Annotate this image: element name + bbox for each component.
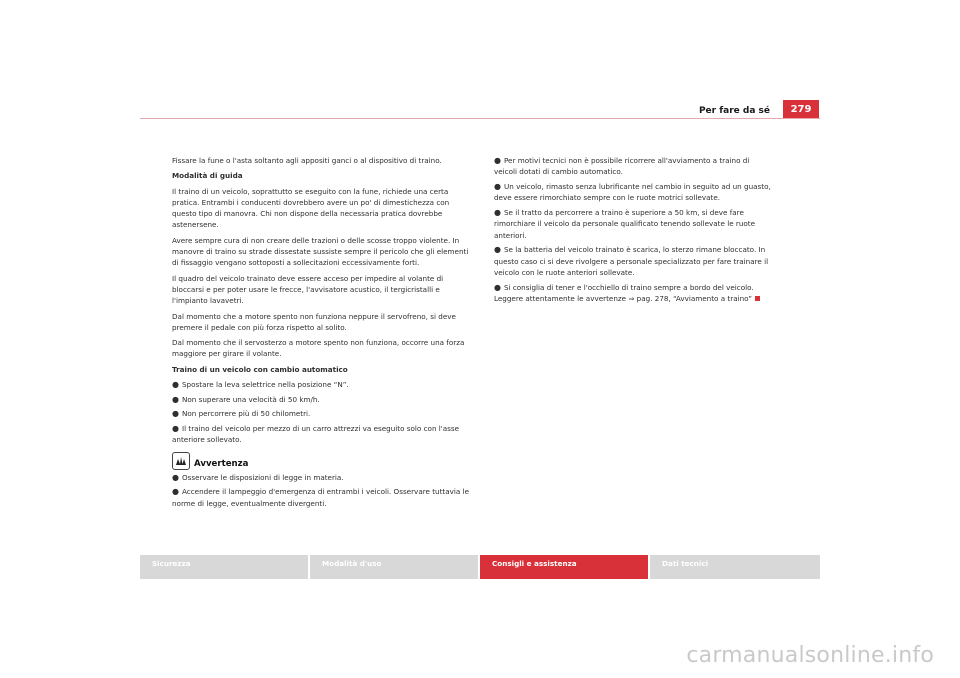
bullet-icon: ● bbox=[494, 207, 501, 217]
warning-title: Avvertenza bbox=[194, 458, 249, 469]
paragraph: Dal momento che il servosterzo a motore spento non funziona, occorre una forza maggiore per girare il volante. bbox=[172, 338, 465, 359]
warning-header bbox=[172, 452, 470, 470]
right-column bbox=[494, 155, 774, 308]
paragraph: Il quadro del veicolo trainato deve essere acceso per impedire al volante di bloccarsi e per poter usare le frecce, l'avvisatore acustico, il tergicristalli e l'impianto lavavetri. bbox=[172, 273, 444, 306]
paragraph: Il traino di un veicolo, soprattutto se eseguito con la fune, richiede una certa pratica. Entrambi i conducenti dovrebbero avere un po' di dimestichezza con questo tipo di manovra. Chi non dispone della necessaria pratica dovrebbe astenersene. bbox=[172, 186, 450, 230]
bullet-icon: ● bbox=[172, 394, 179, 404]
bullet-icon: ● bbox=[172, 487, 179, 497]
bullet-icon: ● bbox=[494, 181, 501, 191]
paragraph: Dal momento che a motore spento non funziona neppure il servofreno, si deve premere il pedale con più forza rispetto al solito. bbox=[172, 311, 456, 332]
list-item: ● Se il tratto da percorrere a traino è superiore a 50 km, si deve fare rimorchiare il veicolo da personale qualificato tenendo sollevate le ruote anteriori. bbox=[494, 207, 756, 240]
paragraph: Avere sempre cura di non creare delle trazioni o delle scosse troppo violente. In manovre di traino su strade dissestate sussiste sempre il pericolo che gli elementi di fissaggio vengano sottoposti a sollecitazioni eccessivamente forti. bbox=[172, 235, 469, 268]
header-rule bbox=[140, 118, 820, 119]
list-item: ● Accendere il lampeggio d'emergenza di entrambi i veicoli. Osservare tuttavia le norme di legge, eventualmente divergenti. bbox=[172, 487, 469, 508]
bullet-icon: ● bbox=[494, 282, 501, 292]
bullet-icon: ● bbox=[494, 156, 501, 165]
heading-traino-automatico: Traino di un veicolo con cambio automatico bbox=[172, 364, 348, 374]
heading-modalita-guida: Modalità di guida bbox=[172, 171, 243, 181]
list-item: ● Per motivi tecnici non è possibile ricorrere all'avviamento a traino di veicoli dotati di cambio automatico. bbox=[494, 156, 750, 177]
list-item: ● Osservare le disposizioni di legge in materia. bbox=[172, 472, 344, 482]
list-item: ● Il traino del veicolo per mezzo di un carro attrezzi va eseguito solo con l'asse anteriore sollevato. bbox=[172, 424, 460, 445]
bullet-icon: ● bbox=[172, 409, 179, 419]
list-item: ● Spostare la leva selettrice nella posizione “N”. bbox=[172, 380, 349, 390]
intro-paragraph: Fissare la fune o l'asta soltanto agli appositi ganci o al dispositivo di traino. bbox=[172, 156, 442, 165]
footer-tab-modalita-uso[interactable]: Modalità d'uso bbox=[310, 555, 478, 579]
left-column bbox=[172, 155, 470, 512]
footer-tab-dati-tecnici[interactable]: Dati tecnici bbox=[650, 555, 820, 579]
note-icon bbox=[172, 452, 190, 470]
watermark-text: carmanualsonline.info bbox=[686, 643, 934, 668]
list-item: ● Non superare una velocità di 50 km/h. bbox=[172, 394, 320, 404]
list-item: ● Si consiglia di tener e l'occhiello di traino sempre a bordo del veicolo. Leggere attentamente le avvertenze ⇒ pag. 278, “Avviamento a traino” bbox=[494, 282, 774, 305]
bullet-icon: ● bbox=[172, 380, 179, 390]
page-header-title: Per fare da sé bbox=[698, 106, 770, 116]
page-number: 279 bbox=[783, 100, 819, 119]
bullet-icon: ● bbox=[494, 245, 501, 255]
list-item: ● Se la batteria del veicolo trainato è scarica, lo sterzo rimane bloccato. In questo caso ci si deve rivolgere a personale specializzato per fare trainare il veicolo con le ruote anteriori sollevate. bbox=[494, 245, 769, 277]
end-of-section-mark bbox=[755, 296, 760, 301]
bullet-icon: ● bbox=[172, 424, 179, 434]
bullet-icon: ● bbox=[172, 472, 179, 482]
footer-tab-consigli-assistenza[interactable]: Consigli e assistenza bbox=[480, 555, 648, 579]
list-item: ● Un veicolo, rimasto senza lubrificante nel cambio in seguito ad un guasto, deve essere rimorchiato sempre con le ruote motrici sollevate. bbox=[494, 181, 771, 203]
footer-tab-sicurezza[interactable]: Sicurezza bbox=[140, 555, 308, 579]
list-item: ● Non percorrere più di 50 chilometri. bbox=[172, 409, 311, 419]
